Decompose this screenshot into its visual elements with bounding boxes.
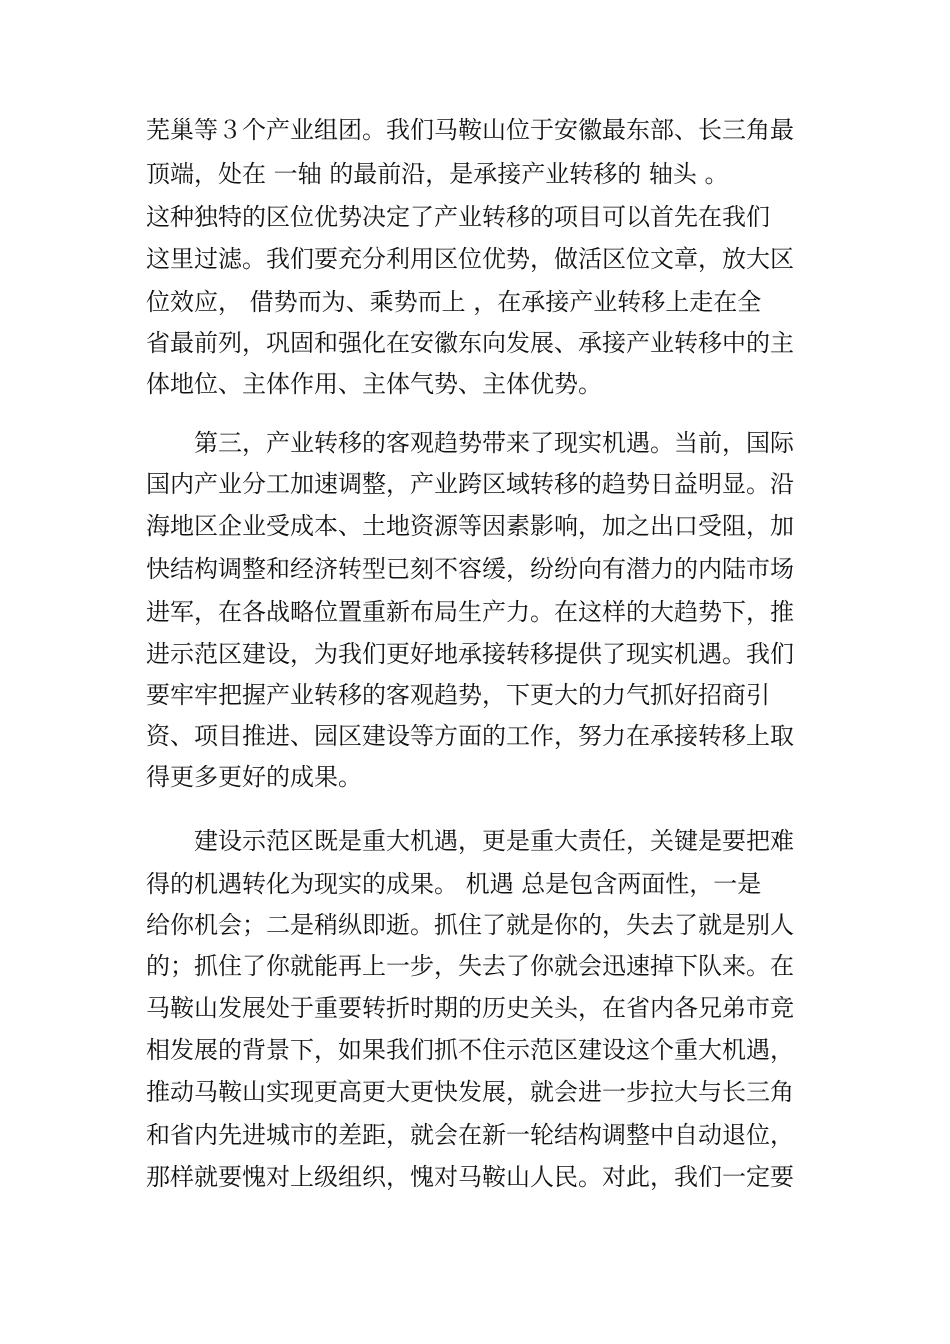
text-line: 得的机遇转化为现实的成果。 机遇 总是包含两面性，一是 bbox=[146, 870, 762, 898]
text-line: 要牢牢把握产业转移的客观趋势，下更大的力气抓好招商引 bbox=[146, 681, 770, 709]
text-line: 相发展的背景下，如果我们抓不住示范区建设这个重大机遇， bbox=[146, 1036, 794, 1064]
text-line: 的；抓住了你就能再上一步，失去了你就会迅速掉下队来。在 bbox=[146, 952, 794, 980]
text-line: 进军，在各战略位置重新布局生产力。在这样的大趋势下，推 bbox=[146, 598, 794, 626]
paragraph-first-line: 第三，产业转移的客观趋势带来了现实机遇。当前，国际 bbox=[194, 429, 794, 457]
text-line: 这种独特的区位优势决定了产业转移的项目可以首先在我们 bbox=[146, 203, 770, 231]
text-line: 位效应， 借势而为、乘势而上 ，在承接产业转移上走在全 bbox=[146, 288, 762, 316]
text-line: 体地位、主体作用、主体气势、主体优势。 bbox=[146, 370, 602, 398]
text-line: 那样就要愧对上级组织，愧对马鞍山人民。对此，我们一定要 bbox=[146, 1163, 794, 1191]
text-line: 推动马鞍山实现更高更大更快发展，就会进一步拉大与长三角 bbox=[146, 1078, 794, 1106]
text-line: 马鞍山发展处于重要转折时期的历史关头，在省内各兄弟市竞 bbox=[146, 994, 794, 1022]
text-line: 这里过滤。我们要充分利用区位优势，做活区位文章，放大区 bbox=[146, 245, 794, 273]
text-line: 国内产业分工加速调整，产业跨区域转移的趋势日益明显。沿 bbox=[146, 470, 794, 498]
paragraph-first-line: 建设示范区既是重大机遇，更是重大责任，关键是要把难 bbox=[194, 827, 794, 855]
text-line: 芜巢等３个产业组团。我们马鞍山位于安徽最东部、长三角最 bbox=[146, 116, 794, 144]
text-line: 顶端，处在 一轴 的最前沿，是承接产业转移的 轴头 。 bbox=[146, 160, 729, 188]
text-line: 海地区企业受成本、土地资源等因素影响，加之出口受阻，加 bbox=[146, 512, 794, 540]
text-line: 给你机会；二是稍纵即逝。抓住了就是你的，失去了就是别人 bbox=[146, 911, 794, 939]
text-line: 快结构调整和经济转型已刻不容缓，纷纷向有潜力的内陆市场 bbox=[146, 555, 794, 583]
text-line: 和省内先进城市的差距，就会在新一轮结构调整中自动退位， bbox=[146, 1121, 794, 1149]
text-line: 省最前列，巩固和强化在安徽东向发展、承接产业转移中的主 bbox=[146, 329, 794, 357]
text-line: 资、项目推进、园区建设等方面的工作，努力在承接转移上取 bbox=[146, 722, 794, 750]
text-line: 得更多更好的成果。 bbox=[146, 763, 362, 791]
text-line: 进示范区建设，为我们更好地承接转移提供了现实机遇。我们 bbox=[146, 640, 794, 668]
